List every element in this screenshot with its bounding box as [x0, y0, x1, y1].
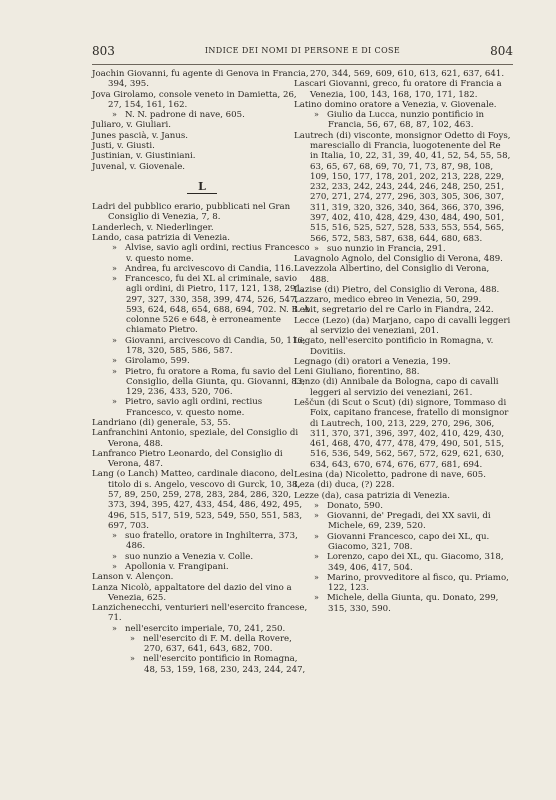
- page-number-right: 804: [490, 44, 513, 58]
- index-entry: [294, 357, 511, 367]
- entry-text: Pietro, fu oratore a Roma, fu savio del Consiglio, della Giunta, qu. Giovanni, 83, 129, 236, 433, 520, 706.: [125, 366, 305, 398]
- entry-text: Legnago (di) oratori a Venezia, 199.: [294, 356, 451, 367]
- index-entry: [294, 100, 511, 110]
- index-subentry: [92, 336, 312, 357]
- index-entry: [294, 398, 511, 470]
- entry-text: Giovanni, arcivescovo di Candia, 50, 116, 178, 320, 585, 586, 587.: [125, 335, 306, 357]
- index-entry: [92, 428, 312, 449]
- index-subentry: [294, 244, 511, 254]
- entry-text: Girolamo, 599.: [125, 356, 190, 367]
- running-title: INDICE DEI NOMI DI PERSONE E DI COSE: [204, 46, 401, 55]
- entry-text: Junes pascià, v. Janus.: [92, 130, 189, 141]
- index-entry: [294, 470, 511, 480]
- index-entry: [92, 418, 312, 428]
- index-entry: [294, 254, 511, 264]
- index-subentry: [92, 274, 312, 336]
- index-entry: [294, 69, 511, 79]
- entry-text: N. N. padrone di nave, 605.: [125, 110, 245, 121]
- index-subentry: [294, 110, 511, 131]
- entry-text: Alvise, savio agli ordini, rectius Francesco v. questo nome.: [125, 243, 310, 264]
- entry-text: Lanfranchini Antonio, speziale, del Consiglio di Verona, 488.: [92, 428, 299, 449]
- index-entry: [92, 603, 312, 624]
- entry-text: Juliaro, v. Giuliari.: [92, 120, 172, 131]
- ditto-mark: »: [112, 335, 117, 345]
- index-entry: [294, 377, 511, 398]
- index-subentry: [92, 367, 312, 398]
- ditto-mark: »: [314, 243, 319, 253]
- index-subentry: [92, 397, 312, 418]
- ditto-mark: »: [130, 654, 135, 664]
- entry-text: Donato, 590.: [327, 500, 383, 511]
- entry-text: Lang (o Lanch) Matteo, cardinale diacono, del titolo di s. Angelo, vescovo di Gurck, 10, 38, 57, 89, 250, 259, 278, 283, 284, 286, 320, 373, 394, 395, 427, 433, 454, 486, 492, 495, 496, 515, 517, 519, 523, 549, 550, 551, 583, 697, 703.: [92, 469, 303, 531]
- ditto-mark: »: [112, 356, 117, 366]
- entry-text: Giulio da Lucca, nunzio pontificio in Francia, 56, 67, 68, 87, 102, 463.: [327, 110, 485, 131]
- index-subentry: [294, 501, 511, 511]
- index-entry: [92, 141, 312, 151]
- left-column: [92, 69, 312, 675]
- entry-text: Lezze (da), casa patrizia di Venezia.: [294, 490, 450, 501]
- entry-text: Lanza Nicolò, appaltatore del dazio del vino a Venezia, 625.: [92, 582, 292, 603]
- entry-text: suo nunzio a Venezia v. Colle.: [125, 551, 254, 562]
- index-subentry: [294, 511, 511, 532]
- entry-text: Lavagnolo Agnolo, del Consiglio di Verona, 489.: [294, 254, 503, 265]
- ditto-mark: »: [314, 572, 319, 582]
- ditto-mark: »: [314, 593, 319, 603]
- index-subentry: [92, 624, 312, 634]
- index-entry: [294, 131, 511, 244]
- entry-text: Leza (di) duca, (?) 228.: [294, 480, 395, 491]
- index-entry: [92, 120, 312, 130]
- index-subentry: [294, 552, 511, 573]
- index-entry: [92, 131, 312, 141]
- entry-text: Justinian, v. Giustiniani.: [92, 151, 196, 162]
- entry-text: Andrea, fu arcivescovo di Candia, 116.: [125, 263, 294, 274]
- index-subentry: [92, 552, 312, 562]
- index-entry: [92, 151, 312, 161]
- index-entry: [294, 480, 511, 490]
- ditto-mark: »: [314, 110, 319, 120]
- index-subentry: [92, 634, 312, 655]
- entry-text: Giovanni, de' Pregadi, dei XX savii, di Michele, 69, 239, 520.: [327, 511, 491, 532]
- index-subentry: [92, 110, 312, 120]
- ditto-mark: »: [112, 274, 117, 284]
- index-subentry: [294, 532, 511, 553]
- index-entry: [294, 367, 511, 377]
- index-subentry: [92, 654, 312, 675]
- entry-text: Lando, casa patrizia di Venezia.: [92, 232, 231, 243]
- index-entry: [92, 449, 312, 470]
- ditto-mark: »: [112, 263, 117, 273]
- ditto-mark: »: [314, 511, 319, 521]
- page-number-left: 803: [92, 44, 115, 58]
- index-subentry: [92, 531, 312, 552]
- entry-text: Justi, v. Giusti.: [92, 140, 155, 151]
- index-entry: [294, 295, 511, 305]
- index-entry: [294, 491, 511, 501]
- index-entry: [92, 572, 312, 582]
- ditto-mark: »: [130, 633, 135, 643]
- index-entry: [92, 69, 312, 90]
- entry-text: suo nunzio in Francia, 291.: [327, 243, 446, 254]
- section-divider: [187, 193, 217, 194]
- index-entry: [294, 305, 511, 315]
- entry-text: Joachin Giovanni, fu agente di Genova in Francia, 394, 395.: [92, 69, 309, 90]
- index-entry: [92, 469, 312, 531]
- ditto-mark: »: [112, 623, 117, 633]
- ditto-mark: »: [314, 500, 319, 510]
- entry-text: Michele, della Giunta, qu. Donato, 299, 315, 330, 590.: [327, 593, 499, 614]
- entry-text: Lorenzo, capo dei XL, qu. Giacomo, 318, 349, 406, 417, 504.: [327, 552, 504, 573]
- ditto-mark: »: [112, 366, 117, 376]
- ditto-mark: »: [112, 551, 117, 561]
- right-column: [294, 69, 511, 614]
- ditto-mark: »: [314, 531, 319, 541]
- entry-text: Leščun (di Scut o Scut) (di) signore, Tommaso di Foix, capitano francese, fratello di monsignor di Lautrech, 100, 213, 229, 270, 296, 306, 311, 370, 371, 396, 397, 402, 410, 429, 430, 461, 468, 470, 477, 478, 479, 490, 501, 515, 516, 536, 549, 562, 567, 572, 629, 621, 630, 634, 643, 670, 674, 676, 677, 681, 694.: [294, 398, 509, 470]
- entry-text: Lanzichenecchi, venturieri nell'esercito francese, 71.: [92, 603, 308, 624]
- index-entry: [92, 233, 312, 243]
- entry-text: Legato, nell'esercito pontificio in Romagna, v. Dovitiis.: [294, 336, 494, 357]
- ditto-mark: »: [112, 110, 117, 120]
- index-subentry: [92, 243, 312, 264]
- entry-text: Lesina (da) Nicoletto, padrone di nave, 605.: [294, 469, 486, 480]
- section-letter: L: [198, 179, 206, 193]
- ditto-mark: »: [112, 531, 117, 541]
- entry-text: Lanson v. Alençon.: [92, 572, 174, 583]
- entry-text: Lanfranco Pietro Leonardo, del Consiglio di Verona, 487.: [92, 448, 283, 470]
- index-subentry: [92, 264, 312, 274]
- index-entry: [294, 316, 511, 337]
- entry-text: Lavezzola Albertino, del Consiglio di Verona, 488.: [294, 264, 490, 285]
- index-entry: [294, 79, 511, 100]
- entry-text: Pietro, savio agli ordini, rectius Francesco, v. questo nome.: [125, 397, 263, 418]
- ditto-mark: »: [112, 397, 117, 407]
- entry-text: Jova Girolamo, console veneto in Damietta, 26, 27, 154, 161, 162.: [92, 89, 297, 110]
- index-entry: [92, 223, 312, 233]
- index-entry: [294, 336, 511, 357]
- index-subentry: [294, 573, 511, 594]
- entry-text: Lecce (Lezo) (da) Marjano, capo di cavalli leggeri al servizio dei veneziani, 201.: [294, 315, 511, 337]
- ditto-mark: »: [112, 243, 117, 253]
- entry-text: Latino domino oratore a Venezia, v. Giovenale.: [294, 99, 497, 110]
- entry-text: Lautrech (di) visconte, monsignor Odetto di Foys, maresciallo di Francia, luogotenente del Re in Italia, 10, 22, 31, 39, 40, 41, 52, 54, 55, 58, 63, 65, 67, 68, 69, 70, 71, 73, 87, 98, 108, 109, 150, 177, 178, 201, 202, 213, 228, 229, 232, 233, 242, 243, 244, 246, 248, 250, 251, 270, 271, 274, 277, 296, 303, 305, 306, 307, 311, 319, 320, 326, 340, 364, 366, 370, 396, 397, 402, 410, 428, 429, 430, 484, 490, 501, 515, 516, 525, 527, 528, 533, 553, 554, 565, 566, 572, 583, 587, 638, 644, 680, 683.: [294, 130, 511, 244]
- index-entry: [294, 264, 511, 285]
- entry-text: Lazise (di) Pietro, del Consiglio di Verona, 488.: [294, 284, 500, 295]
- index-subentry: [92, 562, 312, 572]
- index-subentry: [294, 593, 511, 614]
- entry-text: Lazzaro, medico ebreo in Venezia, 50, 299.: [294, 295, 482, 306]
- entry-text: nell'esercito imperiale, 70, 241, 250.: [125, 623, 286, 634]
- entry-text: 270, 344, 569, 609, 610, 613, 621, 637, 641.: [310, 69, 505, 79]
- entry-text: Giovanni Francesco, capo dei XL, qu. Giacomo, 321, 708.: [327, 531, 490, 552]
- entry-text: Landriano (di) generale, 53, 55.: [92, 418, 231, 428]
- entry-text: Marino, provveditore al fisco, qu. Priamo, 122, 123.: [327, 572, 509, 594]
- index-entry: [92, 202, 312, 223]
- entry-text: Francesco, fu dei XL al criminale, savio agli ordini, di Pietro, 117, 121, 138, 291, 297, 327, 330, 358, 399, 474, 526, 547, 593, 624, 648, 654, 688, 694, 702. N. B. A colonne 526 e 648, è erroneamente chiamato Pietro.: [125, 274, 310, 336]
- entry-text: Juvenal, v. Giovenale.: [92, 161, 186, 172]
- index-entry: [92, 90, 312, 111]
- entry-text: Ladri del pubblico erario, pubblicati nel Gran Consiglio di Venezia, 7, 8.: [92, 202, 291, 223]
- entry-text: Landerlech, v. Niederlinger.: [92, 222, 214, 233]
- ditto-mark: »: [112, 561, 117, 571]
- index-entry: [294, 285, 511, 295]
- index-entry: [92, 583, 312, 604]
- entry-text: Apollonia v. Frangipani.: [125, 561, 229, 572]
- entry-text: Leni Giuliano, fiorentino, 88.: [294, 367, 420, 378]
- header-rule: [92, 64, 513, 65]
- entry-text: nell'esercito pontificio in Romagna, 48, 53, 159, 168, 230, 243, 244, 247,: [143, 654, 306, 675]
- entry-text: Lascari Giovanni, greco, fu oratore di Francia a Venezia, 100, 143, 168, 170, 171, 182.: [294, 79, 502, 100]
- page-header: [92, 44, 513, 60]
- entry-text: Lenzo (di) Annibale da Bologna, capo di cavalli leggeri al servizio dei veneziani, 261.: [294, 377, 499, 398]
- entry-text: nell'esercito di F. M. della Rovere, 270, 637, 641, 643, 682, 700.: [143, 633, 292, 655]
- entry-text: suo fratello, oratore in Inghilterra, 373, 486.: [125, 531, 298, 552]
- index-subentry: [92, 356, 312, 366]
- index-entry: [92, 162, 312, 172]
- entry-text: Lebit, segretario del re Carlo in Fiandra, 242.: [294, 305, 494, 316]
- ditto-mark: »: [314, 552, 319, 562]
